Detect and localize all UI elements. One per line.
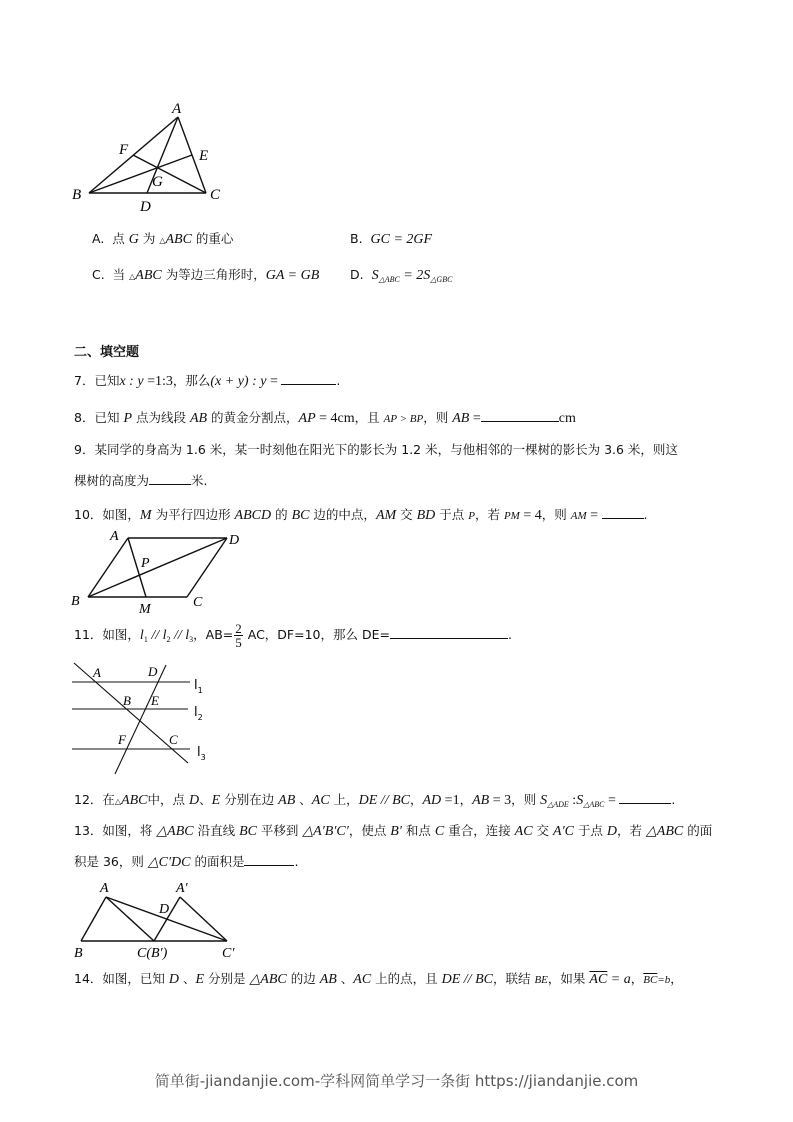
- label-A: A: [110, 529, 119, 544]
- label-C: C: [169, 732, 178, 747]
- answer-blank[interactable]: [390, 626, 508, 639]
- label-M: M: [139, 602, 151, 617]
- label-C-B-prime: C(B′): [137, 946, 168, 961]
- label-D: D: [140, 199, 151, 215]
- question-8: 8．已知 P 点为线段 AB 的黄金分割点，AP = 4cm，且 AP > BP，则 AB = cm: [74, 410, 576, 426]
- label-D: D: [148, 664, 158, 679]
- question-14: 14．如图，已知 D 、E 分别是 △ABC 的边 AB 、AC 上的点，且 DE // BC，联结 BE，如果 $\overline{AC} = a$，$\overline{BC}=b$，: [74, 971, 683, 987]
- label-A-prime: A′: [176, 881, 188, 896]
- question-11: 11．如图，$l_1 // l_2 // l_3$，AB= $\frac{2}{5}$ AC，DF=10，那么 DE= .: [74, 621, 512, 650]
- option-a: A. 点 G 为 △ABC 的重心: [92, 231, 234, 247]
- label-D: D: [159, 902, 170, 917]
- label-C-prime: C′: [222, 946, 235, 961]
- label-l1: $l_1$: [194, 678, 203, 695]
- figure-parallel-lines: [60, 655, 220, 775]
- label-B: B: [123, 693, 131, 708]
- label-G: G: [152, 174, 163, 190]
- footer-watermark: 简单街-jiandanjie.com-学科网简单学习一条街 https://jiandanjie.com: [154, 1072, 639, 1090]
- answer-blank[interactable]: [619, 791, 671, 804]
- label-D: D: [229, 533, 240, 548]
- label-F: F: [119, 142, 129, 158]
- label-l3: $l_3$: [197, 745, 206, 762]
- section-title: 二、填空题: [74, 345, 140, 360]
- label-A: A: [93, 665, 101, 680]
- figure-triangle-medians: [60, 90, 260, 220]
- question-7: 7．已知x : y =1:3，那么(x + y) : y = .: [74, 373, 341, 389]
- answer-blank[interactable]: [481, 409, 559, 422]
- question-13-line2: 积是 36，则 △C′DC 的面积是 .: [74, 854, 299, 870]
- answer-blank[interactable]: [602, 506, 644, 519]
- figure-translated-triangles: [60, 875, 260, 965]
- option-d: D. $S_{\triangle ABC} = 2S_{\triangle GBC}$: [350, 267, 453, 284]
- label-A: A: [172, 101, 182, 117]
- question-12: 12．在△ABC中，点 D、E 分别在边 AB 、AC 上，DE // BC，AD =1，AB = 3，则 $S_{\triangle ADE}$ $:S_{\triangle ABC}$ = .: [74, 792, 676, 809]
- answer-blank[interactable]: [149, 472, 191, 485]
- label-E: E: [151, 693, 159, 708]
- question-10: 10．如图，M 为平行四边形 ABCD 的 BC 边的中点，AM 交 BD 于点 P，若 PM = 4，则 AM = .: [74, 507, 648, 523]
- answer-blank[interactable]: [244, 853, 294, 866]
- label-C: C: [193, 595, 203, 610]
- question-9-line2: 棵树的高度为 米.: [74, 473, 208, 488]
- label-P: P: [141, 556, 150, 571]
- label-B: B: [71, 594, 80, 609]
- label-C: C: [210, 187, 221, 203]
- fraction-2-5: $\frac{2}{5}$: [235, 621, 242, 650]
- figure-parallelogram: [60, 525, 280, 620]
- label-E: E: [199, 148, 209, 164]
- label-F: F: [118, 732, 126, 747]
- question-9-line1: 9．某同学的身高为 1.6 米，某一时刻他在阳光下的影长为 1.2 米，与他相邻的一棵树的影长为 3.6 米，则这: [74, 442, 678, 457]
- option-b: B. GC = 2GF: [350, 231, 433, 247]
- label-A: A: [100, 881, 109, 896]
- label-B: B: [74, 946, 83, 961]
- option-c: C. 当 △ABC 为等边三角形时，GA = GB: [92, 267, 320, 283]
- label-B: B: [72, 187, 82, 203]
- question-13-line1: 13．如图，将 △ABC 沿直线 BC 平移到 △A′B′C′，使点 B′ 和点 C 重合，连接 AC 交 A′C 于点 D，若 △ABC 的面: [74, 823, 713, 839]
- answer-blank[interactable]: [281, 372, 336, 385]
- label-l2: $l_2$: [194, 705, 203, 722]
